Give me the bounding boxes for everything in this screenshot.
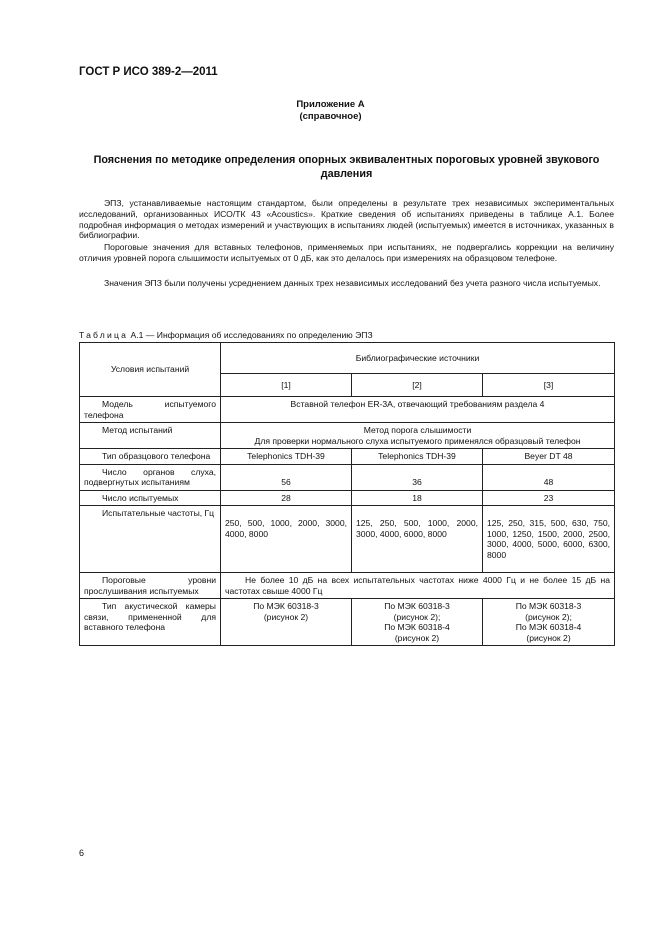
row-label: Пороговые уровни прослушивания испытуемых	[80, 573, 221, 599]
row-value: 18	[352, 490, 483, 506]
annex-subtitle: (справочное)	[299, 111, 362, 122]
row-label: Тип образцового телефона	[80, 449, 221, 465]
row-value: Telephonics TDH-39	[221, 449, 352, 465]
coupler-line: По МЭК 60318-4	[384, 622, 450, 632]
table-row	[80, 449, 615, 465]
row-value: 28	[221, 490, 352, 506]
row-value: 36	[352, 464, 483, 490]
table-row	[80, 423, 615, 449]
paragraph: Значения ЭПЗ были получены усреднением данных трех независимых исследований без учета разного числа испытуемых.	[104, 278, 601, 288]
table-caption	[79, 330, 373, 340]
header-sources: Библиографические источники	[221, 343, 615, 374]
row-value: Beyer DT 48	[483, 449, 615, 465]
table-header-row	[80, 343, 615, 374]
method-line: Метод порога слышимости	[363, 425, 472, 435]
row-value: Telephonics TDH-39	[352, 449, 483, 465]
document-id: ГОСТ Р ИСО 389-2—2011	[79, 66, 218, 78]
source-ref: [3]	[483, 374, 615, 397]
coupler-line: (рисунок 2)	[263, 611, 309, 622]
coupler-line: (рисунок 2)	[526, 632, 571, 643]
coupler-line: (рисунок 2)	[394, 632, 440, 643]
row-value: 250, 500, 1000, 2000, 3000, 4000, 8000	[221, 506, 352, 573]
table-row	[80, 397, 615, 423]
source-ref: [2]	[352, 374, 483, 397]
row-value	[483, 599, 615, 646]
coupler-line: (рисунок 2);	[525, 611, 572, 622]
row-label: Испытательные частоты, Гц	[80, 506, 221, 573]
header-conditions: Условия испытаний	[80, 343, 221, 397]
annex-title: Приложение А	[296, 99, 365, 110]
row-label: Тип акустической камеры связи, примененной для вставного телефона	[80, 599, 221, 646]
coupler-line: По МЭК 60318-4	[515, 622, 582, 632]
row-label: Модель испытуемого телефона	[80, 397, 221, 423]
method-line: Для проверки нормального слуха испытуемого применялся образцовый телефон	[254, 435, 581, 446]
row-value: 23	[483, 490, 615, 506]
paragraph: ЭПЗ, устанавливаемые настоящим стандартом, были определены в результате трех независимых экспериментальных исследований, организованных ИСО/ТК 43 «Acoustics». Краткие сведения об испытаниях приведены в таблице А.1. Более подробная информация о методах измерений и участвующих в испытаниях людей (испытуемых) имеется в источниках, указанных в библиографии.	[79, 198, 614, 241]
row-value: 125, 250, 500, 1000, 2000, 3000, 4000, 6000, 8000	[352, 506, 483, 573]
row-value: 56	[221, 464, 352, 490]
research-info-table	[79, 342, 615, 646]
page-number: 6	[79, 848, 85, 858]
row-label: Число испытуемых	[80, 490, 221, 506]
coupler-line: По МЭК 60318-3	[384, 601, 450, 611]
row-value	[221, 423, 615, 449]
row-value: Вставной телефон ER-3A, отвечающий требованиям раздела 4	[221, 397, 615, 423]
section-title: Пояснения по методике определения опорных эквивалентных пороговых уровней звукового давления	[93, 154, 600, 180]
row-label: Метод испытаний	[80, 423, 221, 449]
row-value	[352, 599, 483, 646]
row-value: Не более 10 дБ на всех испытательных частотах ниже 4000 Гц и не более 15 дБ на частотах свыше 4000 Гц	[221, 573, 615, 599]
row-value: 48	[483, 464, 615, 490]
row-label: Число органов слуха, подвергнутых испытаниям	[80, 464, 221, 490]
table-row	[80, 490, 615, 506]
coupler-line: По МЭК 60318-3	[253, 601, 319, 611]
paragraph: Пороговые значения для вставных телефонов, применяемых при испытаниях, не подвергались коррекции на величину отличия уровней порога слышимости испытуемых от 0 дБ, как это делалось при измерениях на образцовом телефоне.	[79, 242, 614, 263]
table-row	[80, 573, 615, 599]
coupler-line: (рисунок 2);	[393, 611, 441, 622]
table-caption-word: Таблица	[79, 330, 129, 340]
source-ref: [1]	[221, 374, 352, 397]
coupler-line: По МЭК 60318-3	[515, 601, 582, 611]
table-caption-text: А.1 — Информация об исследованиях по определению ЭПЗ	[130, 330, 373, 340]
table-row	[80, 464, 615, 490]
table-row	[80, 599, 615, 646]
row-value: 125, 250, 315, 500, 630, 750, 1000, 1250, 1500, 2000, 2500, 3000, 4000, 5000, 6000, 6300, 8000	[483, 506, 615, 573]
table-row	[80, 506, 615, 573]
row-value	[221, 599, 352, 646]
